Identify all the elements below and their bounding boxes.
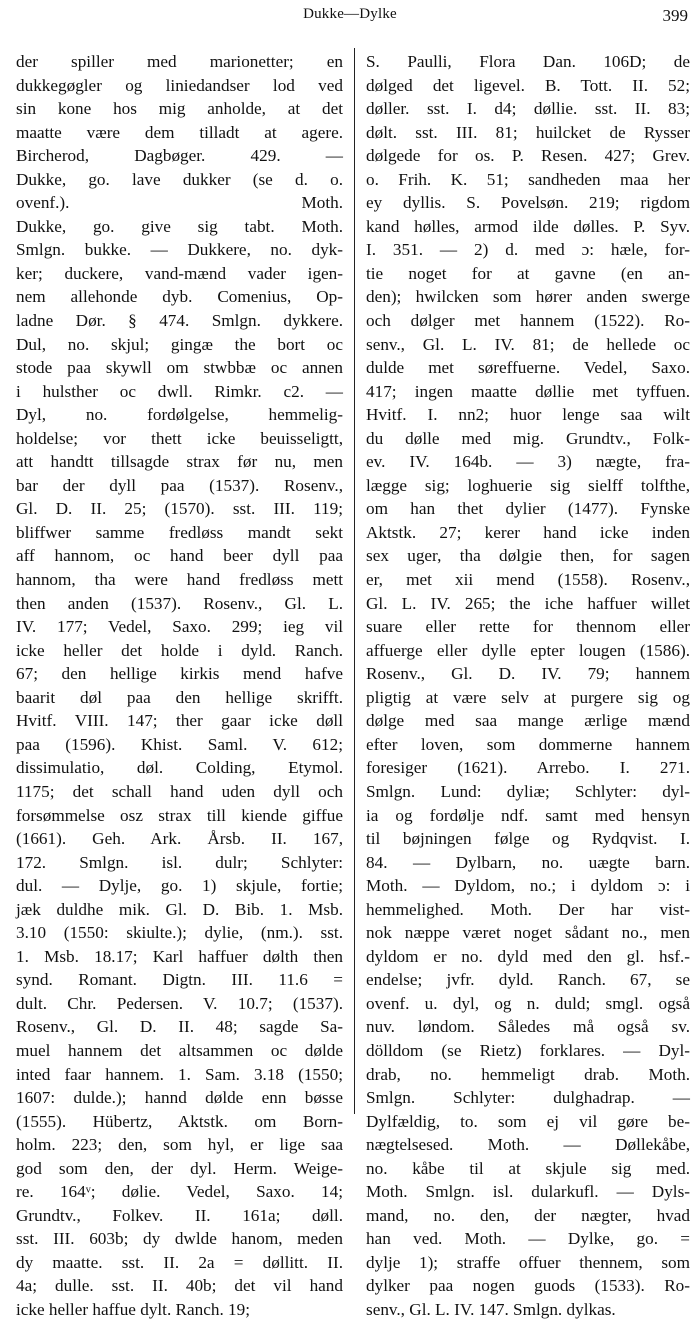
text-line: senv., Gl. L. IV. 147. Smlgn. dylkas. (366, 1299, 616, 1319)
text-line: i hulsther oc dwll. Rimkr. c2. — (16, 381, 343, 401)
text-line: dylje 1); straffe offuer thennem, som (366, 1252, 690, 1272)
text-line: dissimulatio, døl. Colding, Etymol. (16, 758, 343, 778)
text-line: Dukke, go. give sig tabt. Moth. (16, 216, 343, 236)
text-line: dölldom (se Rietz) forklares. — Dyl- (366, 1040, 690, 1060)
text-line: Hvitf. I. nn2; huor lenge saa wilt (366, 405, 690, 425)
text-line: stode paa skywll om stwbbæ oc annen (16, 358, 343, 378)
left-column (16, 50, 343, 1319)
text-line: nægtelsesed. Moth. — Døllekåbe, (366, 1135, 690, 1155)
text-line: Smlgn. Schlyter: dulghadrap. — (366, 1088, 690, 1108)
text-line: om han thet dylier (1477). Fynske (366, 499, 690, 519)
text-line: 84. — Dylbarn, no. uægte barn. (366, 852, 690, 872)
text-line: nok næppe været noget sådant no., men (366, 923, 690, 943)
text-line: døller. sst. I. d4; døllie. sst. II. 83; (366, 99, 690, 119)
text-line: nuv. løndom. Således må også sv. (366, 1017, 690, 1037)
text-line: dul. — Dylje, go. 1) skjule, fortie; (16, 876, 343, 896)
text-line: 172. Smlgn. isl. dulr; Schlyter: (16, 852, 343, 872)
text-line: Bircherod, Dagbøger. 429. — (16, 146, 343, 166)
text-line: Dul, no. skjul; gingæ the bort oc (16, 334, 343, 354)
text-line: Dyl, no. fordølgelse, hemmelig- (16, 405, 343, 425)
text-line: Smlgn. Lund: dyliæ; Schlyter: dyl- (366, 781, 690, 801)
text-line: foresiger (1621). Arrebo. I. 271. (366, 758, 690, 778)
text-line: att handtt tillsagde strax før nu, men (16, 452, 343, 472)
text-line: bar der dyll paa (1537). Rosenv., (16, 475, 343, 495)
text-line: drab, no. hemmeligt drab. Moth. (366, 1064, 690, 1084)
right-column (366, 50, 690, 1319)
text-line: affuerge eller dylle epter lougen (1586). (366, 640, 690, 660)
text-line: dult. Chr. Pedersen. V. 10.7; (1537). (16, 993, 343, 1013)
text-line: Moth. Smlgn. isl. dularkufl. — Dyls- (366, 1182, 690, 1202)
text-line: 417; ingen maatte døllie met tyffuen. (366, 381, 690, 401)
text-line: ovenf.). Moth. (16, 193, 343, 213)
text-line: aff hannom, oc hand beer dyll paa (16, 546, 343, 566)
text-line: dølged det ligevel. B. Tott. II. 52; (366, 75, 690, 95)
text-line: hannom, tha were hand fredløss mett (16, 570, 343, 590)
text-line: du dølle med mig. Grundtv., Folk- (366, 428, 690, 448)
text-line: ia og fordølje ndf. samt med hensyn (366, 805, 690, 825)
text-line: inted faar hannem. 1. Sam. 3.18 (1550; (16, 1064, 343, 1084)
text-line: sex uger, tha dølgie then, for sagen (366, 546, 690, 566)
text-line: I. 351. — 2) d. med ɔ: hæle, for- (366, 240, 690, 260)
text-line: bliffwer samme fredløss mandt sekt (16, 522, 343, 542)
text-line: re. 164ᵛ; dølie. Vedel, Saxo. 14; (16, 1182, 343, 1202)
text-line: Smlgn. bukke. — Dukkere, no. dyk- (16, 240, 343, 260)
text-line: Rosenv., Gl. D. IV. 79; hannem (366, 664, 690, 684)
text-line: dulde met søreffuerne. Vedel, Saxo. (366, 358, 690, 378)
text-line: muel hannem det altsammen oc dølde (16, 1040, 343, 1060)
text-line: Rosenv., Gl. D. II. 48; sagde Sa- (16, 1017, 343, 1037)
text-line: pligtig at være selv at purgere sig og (366, 687, 690, 707)
text-line: Hvitf. VIII. 147; ther gaar icke døll (16, 711, 343, 731)
text-line: icke heller det holde i dyld. Ranch. (16, 640, 343, 660)
text-line: er, met xii mend (1558). Rosenv., (366, 570, 690, 590)
text-line: paa (1596). Khist. Saml. V. 612; (16, 734, 343, 754)
text-line: holdelse; vor thett icke beuisseligtt, (16, 428, 343, 448)
text-line: forsømmelse osz strax till kiende giffue (16, 805, 343, 825)
text-line: sin kone hos mig anholde, at det (16, 99, 343, 119)
text-line: ladne Dør. § 474. Smlgn. dykkere. (16, 311, 343, 331)
text-line: (1555). Hübertz, Aktstk. om Born- (16, 1111, 343, 1131)
text-line: baarit døl paa den hellige skrifft. (16, 687, 343, 707)
text-line: ker; duckere, vand-mænd vader igen- (16, 263, 343, 283)
text-line: synd. Romant. Digtn. III. 11.6 = (16, 970, 343, 990)
text-line: dyldom er no. dyld med den gl. hsf.- (366, 946, 690, 966)
text-line: dy maatte. sst. II. 2a = døllitt. II. (16, 1252, 343, 1272)
text-line: o. Frih. K. 51; sandheden maa her (366, 169, 690, 189)
header-title: Dukke—Dylke (303, 6, 397, 22)
text-line: then anden (1537). Rosenv., Gl. L. (16, 593, 343, 613)
text-line: Moth. — Dyldom, no.; i dyldom ɔ: i (366, 876, 690, 896)
text-line: Grundtv., Folkev. II. 161a; døll. (16, 1205, 343, 1225)
page-number: 399 (662, 6, 688, 25)
text-line: dølgede for os. P. Resen. 427; Grev. (366, 146, 690, 166)
text-line: 4a; dulle. sst. II. 40b; det vil hand (16, 1276, 343, 1296)
text-line: no. kåbe til at skjule sig med. (366, 1158, 690, 1178)
text-line: 3.10 (1550: skiulte.); dylie, (nm.). sst. (16, 923, 343, 943)
text-line: icke heller haffue dylt. Ranch. 19; (16, 1299, 251, 1319)
text-line: Dylfældig, to. som ej vil gøre be- (366, 1111, 690, 1131)
text-line: han ved. Moth. — Dylke, go. = (366, 1229, 690, 1249)
text-line: och dølger met hannem (1522). Ro- (366, 311, 690, 331)
text-line: dylker paa nogen guods (1533). Ro- (366, 1276, 690, 1296)
text-line: holm. 223; den, som hyl, er lige saa (16, 1135, 343, 1155)
text-line: (1661). Geh. Ark. Årsb. II. 167, (16, 829, 343, 849)
text-line: 1. Msb. 18.17; Karl haffuer dølth then (16, 946, 343, 966)
text-line: IV. 177; Vedel, Saxo. 299; ieg vil (16, 617, 343, 637)
text-line: Gl. D. II. 25; (1570). sst. III. 119; (16, 499, 343, 519)
text-line: 1175; det schall hand uden dyll och (16, 781, 343, 801)
text-line: kand hølles, armod ilde dølles. P. Syv. (366, 216, 690, 236)
text-line: der spiller med marionetter; en (16, 52, 343, 71)
text-line: god som den, der dyl. Herm. Weige- (16, 1158, 343, 1178)
text-line: dukkegøgler og liniedandser lod ved (16, 75, 343, 95)
text-line: tie noget for at gavne (en an- (366, 263, 690, 283)
text-line: maatte være dem tilladt at agere. (16, 122, 343, 142)
text-line: Aktstk. 27; kerer hand icke inden (366, 522, 690, 542)
text-line: hemmelighed. Moth. Der har vist- (366, 899, 690, 919)
text-line: til bøjningen følge og Rydqvist. I. (366, 829, 690, 849)
text-line: dølt. sst. III. 81; huilcket de Rysser (366, 122, 690, 142)
text-line: lægge sig; loghuerie sig sielff tolfthe, (366, 475, 690, 495)
text-line: endelse; jvfr. dyld. Ranch. 67, se (366, 970, 690, 990)
text-line: senv., Gl. L. IV. 81; de hellede oc (366, 334, 690, 354)
text-line: 1607: dulde.); hannd dølde enn bøsse (16, 1088, 343, 1108)
text-line: jæk duldhe mik. Gl. D. Bib. 1. Msb. (16, 899, 343, 919)
text-line: ey dyllis. S. Povelsøn. 219; rigdom (366, 193, 690, 213)
running-header (0, 4, 700, 30)
text-line: ovenf. u. dyl, og n. duld; smgl. også (366, 993, 690, 1013)
text-line: Gl. L. IV. 265; the iche haffuer willet (366, 593, 690, 613)
text-line: S. Paulli, Flora Dan. 106D; de (366, 52, 690, 71)
text-line: suare eller rette for thennom eller (366, 617, 690, 637)
text-line: den); hwilcken som hører anden swerge (366, 287, 690, 307)
text-line: Dukke, go. lave dukker (se d. o. (16, 169, 343, 189)
text-line: dølge med saa mange ærlige mænd (366, 711, 690, 731)
text-line: mand, no. den, der nægter, hvad (366, 1205, 690, 1225)
text-line: nem allehonde dyb. Comenius, Op- (16, 287, 343, 307)
column-divider (354, 48, 355, 1114)
text-line: ev. IV. 164b. — 3) nægte, fra- (366, 452, 690, 472)
text-line: sst. III. 603b; dy dwlde hanom, meden (16, 1229, 343, 1249)
text-line: efter loven, som dommerne hannem (366, 734, 690, 754)
text-line: 67; den hellige kirkis mend hafve (16, 664, 343, 684)
